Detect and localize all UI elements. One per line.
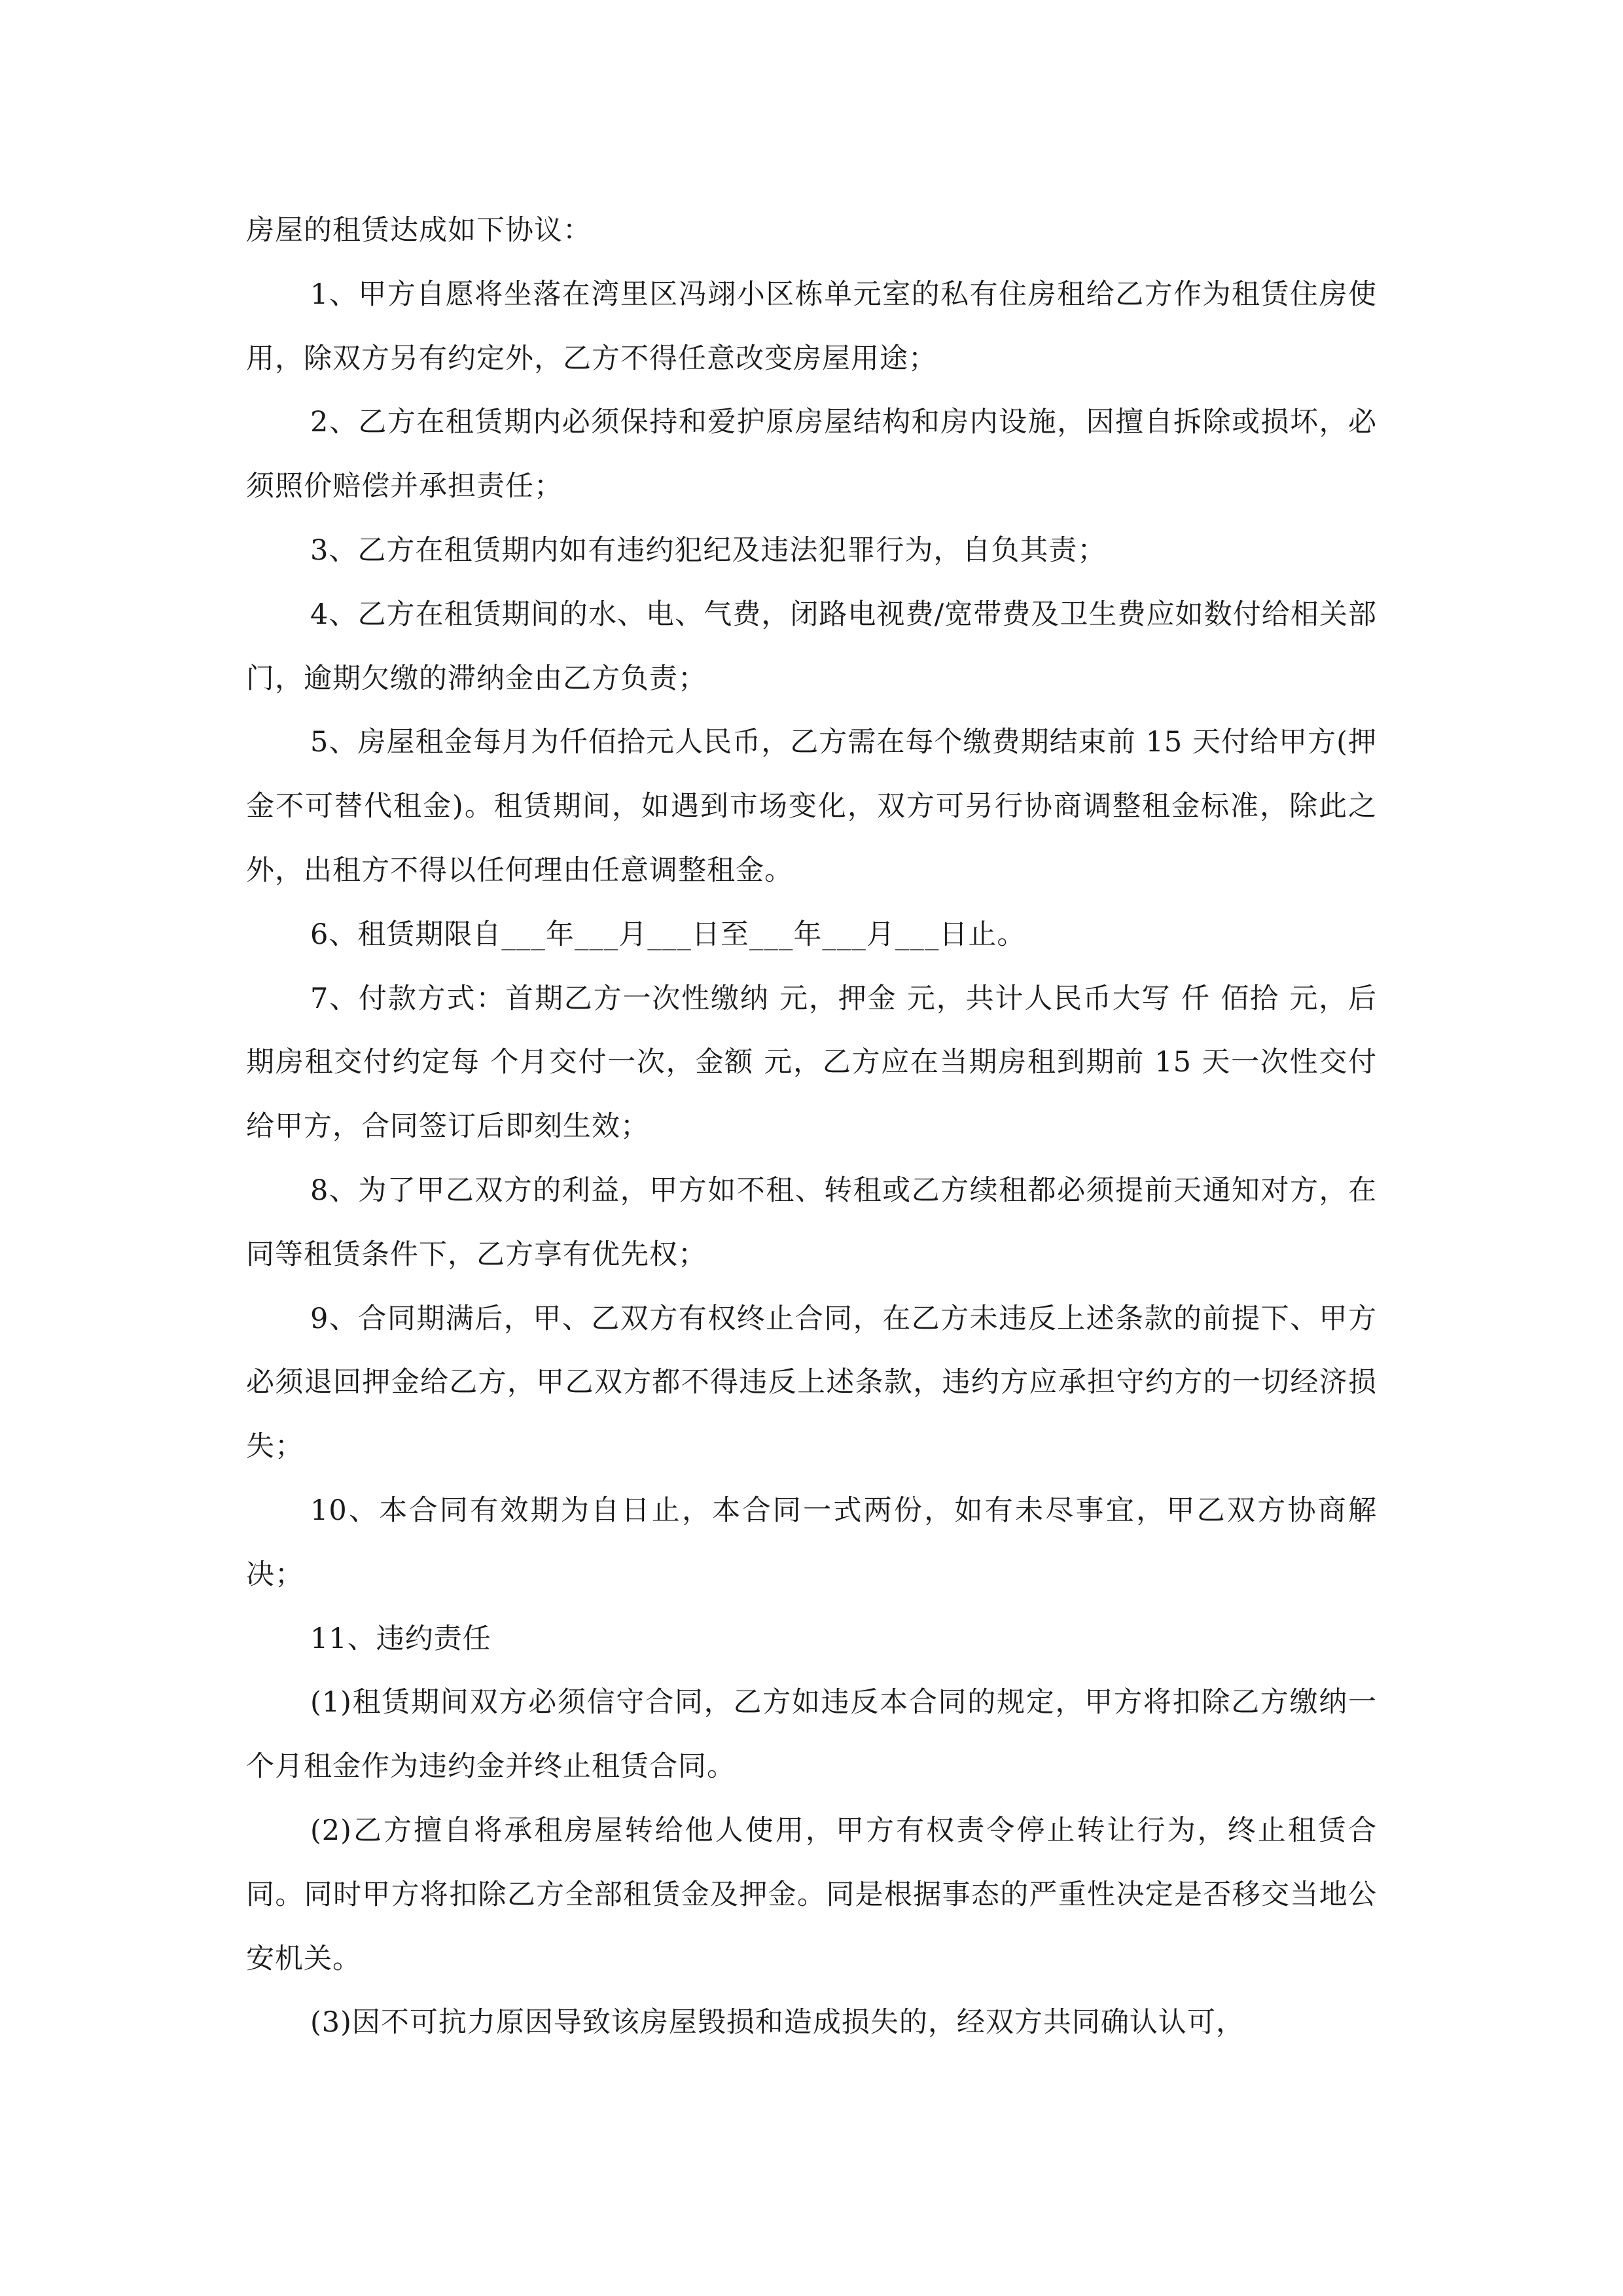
clause-8: 8、为了甲乙双方的利益，甲方如不租、转租或乙方续租都必须提前天通知对方，在同等租赁条件下，乙方享有优先权； (246, 1174, 1377, 1271)
clause-5: 5、房屋租金每月为仟佰拾元人民币，乙方需在每个缴费期结束前 15 天付给甲方(押金不可替代租金)。租赁期间，如遇到市场变化，双方可另行协商调整租金标准，除此之外，出租方不得以任何理由任意调整租金。 (246, 726, 1377, 887)
clause-10: 10、本合同有效期为自日止，本合同一式两份，如有未尽事宜，甲乙双方协商解决； (246, 1494, 1377, 1591)
clause-9: 9、合同期满后，甲、乙双方有权终止合同，在乙方未违反上述条款的前提下、甲方必须退回押金给乙方，甲乙双方都不得违反上述条款，违约方应承担守约方的一切经济损失； (246, 1302, 1377, 1463)
clause-2: 2、乙方在租赁期内必须保持和爱护原房屋结构和房内设施，因擅自拆除或损坏，必须照价赔偿并承担责任； (246, 406, 1377, 503)
clause-6: 6、租赁期限自___年___月___日至___年___月___日止。 (310, 918, 1026, 951)
clause-11-item-1: (1)租赁期间双方必须信守合同，乙方如违反本合同的规定，甲方将扣除乙方缴纳一个月租金作为违约金并终止租赁合同。 (246, 1686, 1377, 1784)
clause-4: 4、乙方在租赁期间的水、电、气费，闭路电视费/宽带费及卫生费应如数付给相关部门，逾期欠缴的滞纳金由乙方负责； (246, 598, 1377, 695)
paragraph-intro: 房屋的租赁达成如下协议： (246, 214, 592, 247)
document-body (246, 199, 1377, 2055)
clause-11-heading: 11、违约责任 (310, 1622, 491, 1655)
clause-7: 7、付款方式：首期乙方一次性缴纳 元，押金 元，共计人民币大写 仟 佰拾 元，后期房租交付约定每 个月交付一次，金额 元，乙方应在当期房租到期前 15 天一次性交付给甲方，合同签订后即刻生效； (246, 982, 1377, 1143)
clause-1: 1、甲方自愿将坐落在湾里区冯翊小区栋单元室的私有住房租给乙方作为租赁住房使用，除双方另有约定外，乙方不得任意改变房屋用途； (246, 278, 1377, 375)
clause-11-item-3: (3)因不可抗力原因导致该房屋毁损和造成损失的，经双方共同确认认可， (310, 2006, 1245, 2039)
clause-3: 3、乙方在租赁期内如有违约犯纪及违法犯罪行为，自负其责； (310, 533, 1107, 567)
clause-11-item-2: (2)乙方擅自将承租房屋转给他人使用，甲方有权责令停止转让行为，终止租赁合同。同时甲方将扣除乙方全部租赁金及押金。同是根据事态的严重性决定是否移交当地公安机关。 (246, 1814, 1377, 1975)
